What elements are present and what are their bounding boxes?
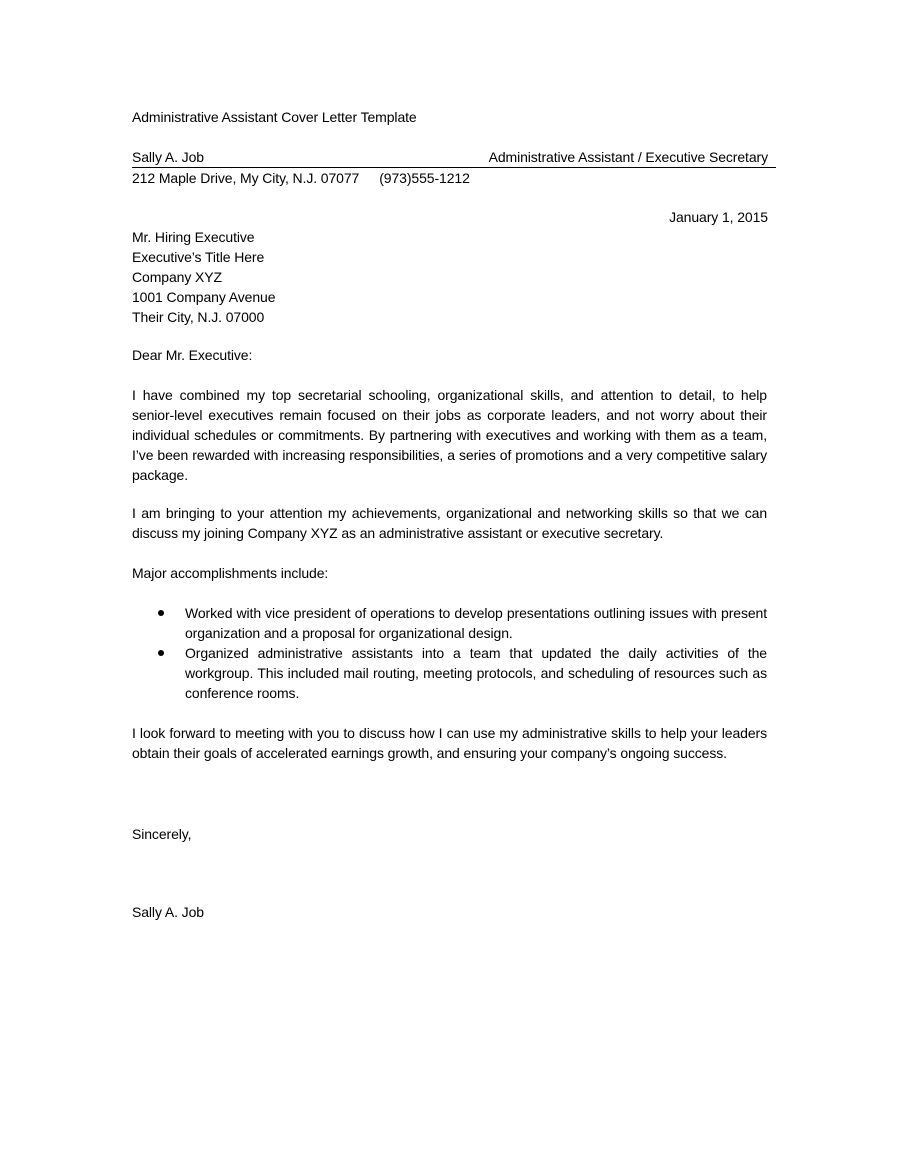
salutation: Dear Mr. Executive: — [132, 347, 253, 363]
letter-date: January 1, 2015 — [669, 209, 768, 225]
accomplishment-text: Organized administrative assistants into a team that updated the daily activities of the workgroup. This included mail routing, meeting protocols, and scheduling of resources such as conference rooms. — [185, 645, 767, 701]
sender-name: Sally A. Job — [132, 149, 204, 165]
body-paragraph-closing: I look forward to meeting with you to discuss how I can use my administrative skills to help your leaders obtain their goals of accelerated earnings growth, and ensuring your company’s ongoing success. — [132, 725, 767, 761]
letterhead — [132, 147, 776, 168]
bullet-icon — [158, 610, 164, 616]
accomplishments-list — [132, 603, 767, 703]
recipient-title: Executive’s Title Here — [132, 249, 265, 265]
recipient-city: Their City, N.J. 07000 — [132, 309, 265, 325]
sender-role: Administrative Assistant / Executive Secretary — [488, 149, 768, 165]
body-paragraph-purpose: I am bringing to your attention my achievements, organizational and networking skills so that we can discuss my joining Company XYZ as an administrative assistant or executive secretary. — [132, 505, 767, 541]
sender-address: 212 Maple Drive, My City, N.J. 07077 — [132, 170, 360, 186]
closing: Sincerely, — [132, 826, 192, 842]
accomplishment-text: Worked with vice president of operations to develop presentations outlining issues with present organization and a proposal for organizational design. — [185, 605, 767, 641]
body-paragraph-intro: I have combined my top secretarial schooling, organizational skills, and attention to detail, to help senior-level executives remain focused on their jobs as corporate leaders, and not worry about their individual schedules or commitments. By partnering with executives and working with them as a team, I’ve been rewarded with increasing responsibilities, a series of promotions and a very competitive salary package. — [132, 387, 767, 483]
accomplishments-heading: Major accomplishments include: — [132, 565, 329, 581]
list-item — [132, 643, 767, 703]
document-title: Administrative Assistant Cover Letter Template — [132, 109, 417, 125]
recipient-street: 1001 Company Avenue — [132, 289, 276, 305]
signature-name: Sally A. Job — [132, 904, 204, 920]
sender-contact — [132, 168, 470, 188]
bullet-icon — [158, 650, 164, 656]
list-item — [132, 603, 767, 643]
recipient-company: Company XYZ — [132, 269, 222, 285]
recipient-block — [132, 227, 275, 327]
sender-phone: (973)555-1212 — [379, 170, 470, 186]
recipient-name: Mr. Hiring Executive — [132, 229, 255, 245]
